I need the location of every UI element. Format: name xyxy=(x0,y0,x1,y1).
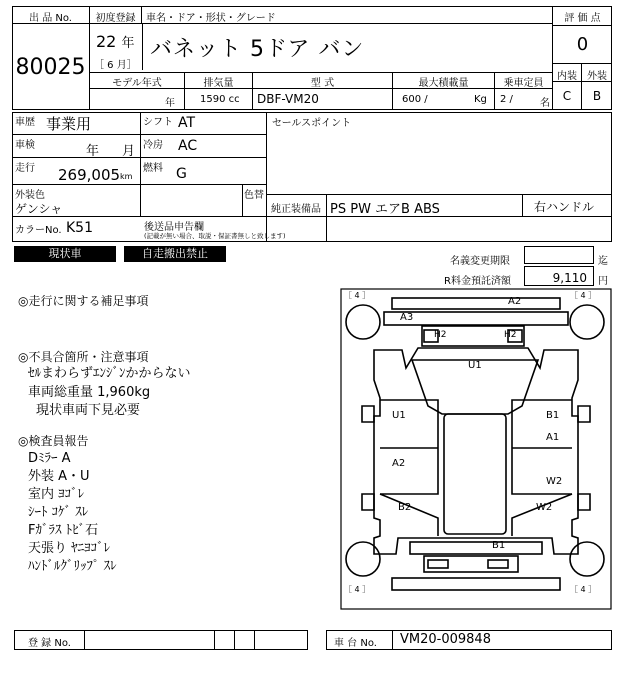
mileage-unit: km xyxy=(120,172,133,181)
exterior-grade: B xyxy=(592,89,602,103)
eval-label: 評 価 点 xyxy=(564,13,601,24)
interior-label-cell xyxy=(552,64,582,82)
mark-headlight-right-h2: H2 xyxy=(504,330,517,340)
chassis-no: VM20-009848 xyxy=(400,632,491,647)
details-h2 xyxy=(12,157,267,158)
max-load-label: 最大積載量 xyxy=(418,78,469,89)
exterior-label-cell xyxy=(582,64,612,82)
details-h1 xyxy=(12,134,267,135)
name-label: 車名・ドア・形状・グレード xyxy=(146,13,276,24)
reg-label: 登 録 No. xyxy=(28,638,71,649)
details-v2 xyxy=(266,112,267,242)
defect-line-3: 現状車両下見必要 xyxy=(36,403,141,418)
color-no: K51 xyxy=(66,220,93,236)
corner-label-br: ［ 4 ］ xyxy=(570,585,597,594)
inspector-line-4: ｼｰﾄ ｺｹﾞ ｽﾚ xyxy=(28,505,89,520)
mileage: 269,005 xyxy=(58,166,121,184)
model-year-label: モデル年式 xyxy=(112,78,162,89)
defect-line-2: 車両総重量 1,960kg xyxy=(28,385,151,400)
capacity-unit: 名 xyxy=(540,98,550,109)
mark-front-a3: A3 xyxy=(400,312,414,323)
inspector-line-3: 室内 ﾖｺﾞﾚ xyxy=(28,487,85,502)
reg-v3 xyxy=(234,630,235,650)
genjousha-badge: 現状車 xyxy=(14,246,116,262)
interior-grade: C xyxy=(562,89,572,103)
details-h3 xyxy=(12,184,267,185)
supplement-title: ◎走行に関する補足事項 xyxy=(18,294,149,308)
lot-label-cell xyxy=(12,6,90,24)
handle: 右ハンドル xyxy=(534,200,595,214)
mark-right-front-b1: B1 xyxy=(546,410,560,421)
fuel: G xyxy=(176,166,187,182)
type-label: 型 式 xyxy=(310,78,335,89)
equipment: PS PW エアB ABS xyxy=(330,202,440,217)
type-code: DBF-VM20 xyxy=(257,92,319,106)
car-name: バネット 5ドア バン xyxy=(150,37,365,62)
color-label: 外装色 xyxy=(15,190,45,201)
mark-right-front-a1: A1 xyxy=(546,432,560,443)
aftermarket-note: (記載が無い場合、取説・保証書無しと致します) xyxy=(144,232,286,240)
capacity: 2 / xyxy=(500,94,513,105)
chassis-divider xyxy=(392,630,393,650)
shift-label: シフト xyxy=(143,117,173,128)
eval-label-cell xyxy=(552,6,612,26)
mark-hood-u1: U1 xyxy=(468,360,482,371)
reg-v4 xyxy=(254,630,255,650)
mark-right-rear-w2: W2 xyxy=(536,502,553,513)
shift: AT xyxy=(178,115,196,131)
inspector-line-5: Fｶﾞﾗｽ ﾄﾋﾞ石 xyxy=(28,523,99,538)
mark-rear-b1: B1 xyxy=(492,540,506,551)
recycle-unit: 円 xyxy=(598,276,608,287)
lot-label: 出 品 No. xyxy=(29,13,72,24)
mark-left-mid-a2: A2 xyxy=(392,458,406,469)
ac: AC xyxy=(178,138,198,154)
inspection-month: 月 xyxy=(122,144,136,159)
interior-grade-cell xyxy=(552,82,582,110)
details-h4 xyxy=(12,216,612,217)
name-change-label: 名義変更期限 xyxy=(450,256,510,267)
inspector-line-1: Dﾐﾗｰ A xyxy=(28,451,71,466)
inspector-line-6: 天張り ﾔﾆﾖｺﾞﾚ xyxy=(28,541,111,556)
jisou-kinshi-badge: 自走搬出禁止 xyxy=(124,246,226,262)
color-no-label: カラーNo. xyxy=(15,225,62,236)
max-load: 600 / xyxy=(402,94,428,105)
history-label: 車歴 xyxy=(15,117,35,128)
score-cell xyxy=(552,26,612,64)
reg-v1 xyxy=(84,630,85,650)
max-load-unit: Kg xyxy=(474,94,487,105)
first-reg-year xyxy=(96,32,134,51)
capacity-label: 乗車定員 xyxy=(503,78,544,89)
recycle-value: 9,110 xyxy=(552,271,587,285)
exterior-grade-cell xyxy=(582,82,612,110)
fuel-label: 燃料 xyxy=(143,163,163,174)
inspector-title: ◎検査員報告 xyxy=(18,434,89,448)
mark-headlight-left-h2: H2 xyxy=(434,330,447,340)
sales-bottom xyxy=(266,194,612,195)
chassis-label: 車 台 No. xyxy=(334,638,377,649)
score: 0 xyxy=(576,34,589,55)
first-reg-month: ［ 6 月］ xyxy=(94,60,137,71)
ac-label: 冷房 xyxy=(143,140,163,151)
inspector-line-2: 外装 A・U xyxy=(28,469,90,484)
recycle-label: R料金預託済額 xyxy=(444,276,511,287)
mark-left-rear-b2: B2 xyxy=(398,502,412,513)
vehicle-diagram-svg xyxy=(340,288,612,610)
color: ゲンシャ xyxy=(15,202,63,216)
history: 事業用 xyxy=(46,115,92,133)
corner-label-tr: ［ 4 ］ xyxy=(570,291,597,300)
reg-divider xyxy=(142,24,143,70)
reg-v2 xyxy=(214,630,215,650)
equip-divider-2 xyxy=(522,194,523,216)
mileage-label: 走行 xyxy=(15,163,35,174)
exterior-label: 外装 xyxy=(587,71,607,82)
displacement: 1590 cc xyxy=(200,94,240,105)
year-value: 22 xyxy=(96,32,117,51)
mark-front-bumper-a2: A2 xyxy=(508,296,522,307)
equip-divider-1 xyxy=(326,194,327,242)
recycle-box xyxy=(524,266,594,286)
model-year-unit: 年 xyxy=(165,98,175,109)
mark-right-mid-w2: W2 xyxy=(546,476,563,487)
aftermarket-label: 後送品申告欄 xyxy=(144,222,204,233)
first-reg-label-cell xyxy=(90,6,142,24)
vehicle-diagram xyxy=(340,288,612,610)
defect-line-1: ｾﾙまわらずｴﾝｼﾞﾝかからない xyxy=(28,366,191,381)
recolor-divider xyxy=(242,184,243,216)
recolor-label: 色替 xyxy=(244,190,264,201)
sales-point-label: セールスポイント xyxy=(272,118,352,129)
specs-top-line xyxy=(90,72,552,73)
lot-number: 80025 xyxy=(15,54,86,80)
displacement-label: 排気量 xyxy=(203,78,234,89)
details-v1 xyxy=(140,112,141,216)
inspector-line-7: ﾊﾝﾄﾞﾙｸﾞﾘｯﾌﾟ ｽﾚ xyxy=(28,559,117,574)
inspection-year: 年 xyxy=(86,144,100,159)
corner-label-tl: ［ 4 ］ xyxy=(344,291,371,300)
mark-left-front-u1: U1 xyxy=(392,410,406,421)
interior-label: 内装 xyxy=(557,71,577,82)
lot-number-cell xyxy=(12,24,90,110)
name-change-box xyxy=(524,246,594,264)
year-unit: 年 xyxy=(121,36,135,51)
corner-label-bl: ［ 4 ］ xyxy=(344,585,371,594)
defects-title: ◎不具合箇所・注意事項 xyxy=(18,350,149,364)
inspection-label: 車検 xyxy=(15,140,35,151)
name-change-unit: 迄 xyxy=(598,256,608,267)
equipment-label: 純正装備品 xyxy=(271,204,321,215)
name-label-cell xyxy=(142,6,552,24)
first-reg-label: 初度登録 xyxy=(95,13,136,24)
